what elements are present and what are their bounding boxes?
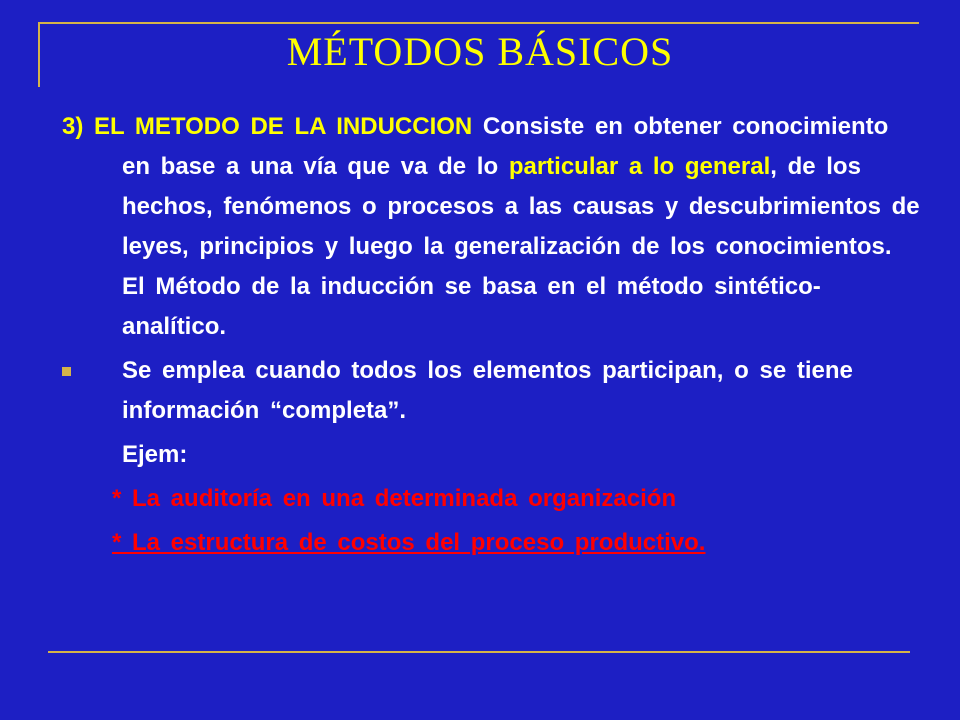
example-item: * La estructura de costos del proceso productivo. bbox=[112, 529, 706, 556]
example-item: * La auditoría en una determinada organización bbox=[112, 485, 677, 512]
highlight-text: particular a lo general bbox=[508, 153, 771, 180]
example-label: Ejem: bbox=[122, 441, 188, 468]
square-bullet-icon bbox=[62, 367, 71, 376]
slide-title: MÉTODOS BÁSICOS bbox=[286, 29, 674, 74]
bottom-rule bbox=[48, 651, 910, 653]
method-heading: 3) EL METODO DE LA INDUCCION bbox=[62, 113, 473, 140]
intro-text-after: , de los hechos, fenómenos o procesos a las causas y descubrimientos de leyes, principios y luego la generalización de los conocimientos. El Método de la inducción se basa en el método sintético-analítico. bbox=[122, 153, 920, 340]
slide-content bbox=[62, 107, 922, 563]
intro-paragraph bbox=[62, 107, 922, 347]
intro-text-before: Consiste en obtener conocimiento en base a una vía que va de lo bbox=[122, 113, 889, 180]
bullet-item bbox=[62, 351, 922, 431]
bullet-text: Se emplea cuando todos los elementos participan, o se tiene información “completa”. bbox=[122, 357, 853, 424]
top-rule bbox=[38, 22, 919, 24]
